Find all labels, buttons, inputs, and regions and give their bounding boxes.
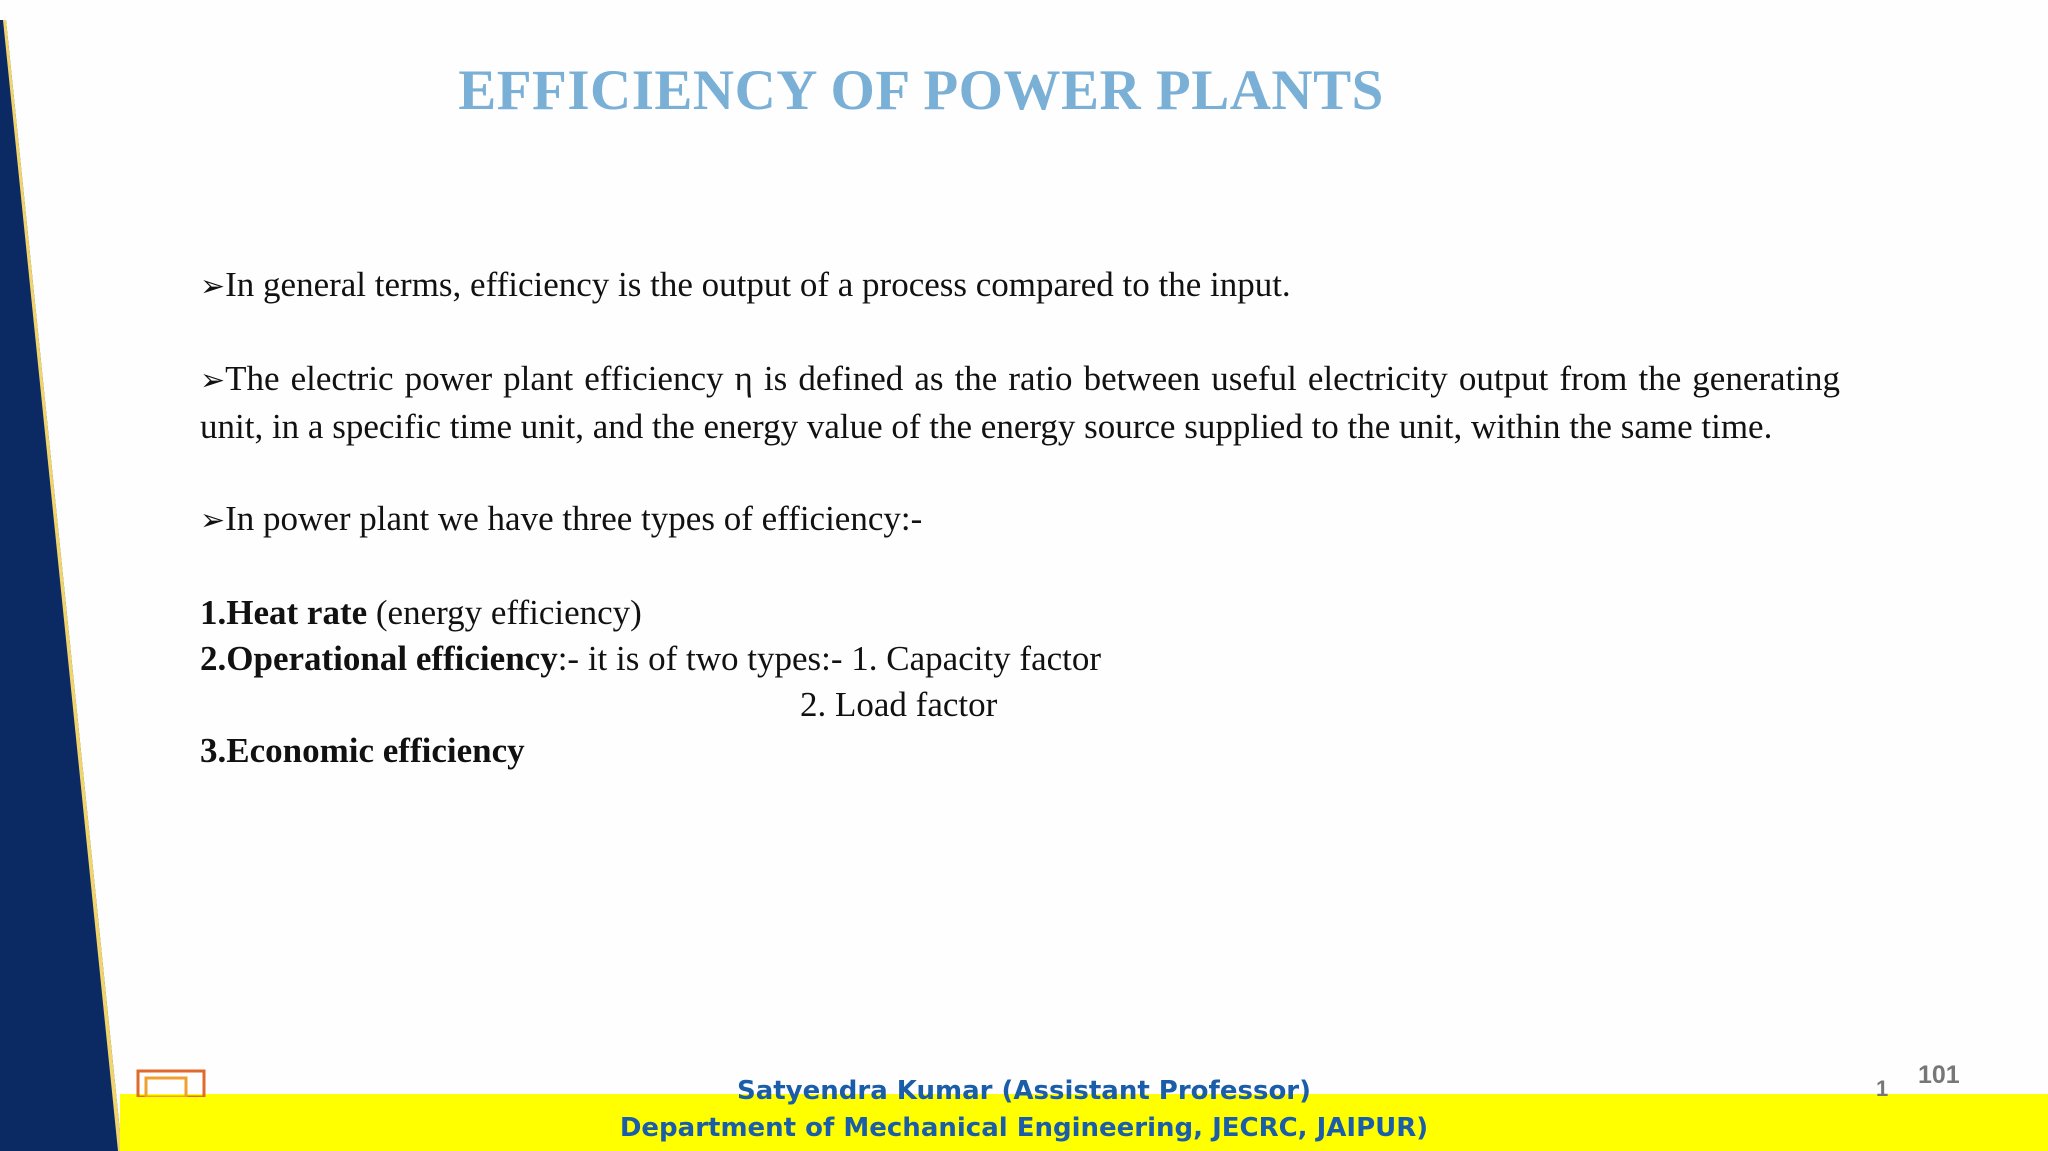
left-navy-band (0, 0, 130, 1151)
footer-author: Satyendra Kumar (Assistant Professor) (736, 1076, 1312, 1106)
slide-content (200, 262, 1840, 774)
bullet-item (200, 356, 1840, 450)
bullet-text: The electric power plant efficiency η is defined as the ratio between useful electricity output from the generating unit, in a specific time unit, and the energy value of the energy source supplied to the unit, within the same time. (200, 359, 1840, 446)
type-label: 3.Economic efficiency (200, 731, 525, 770)
arrow-bullet-icon: ➢ (200, 504, 226, 537)
bullet-item (200, 496, 1840, 544)
footer-credits (0, 1073, 2048, 1147)
slide-marker: 1 (1876, 1076, 1889, 1101)
bullet-item (200, 262, 1840, 310)
arrow-bullet-icon: ➢ (200, 270, 226, 303)
page-number: 101 (1918, 1061, 1960, 1089)
slide-title: EFFICIENCY OF POWER PLANTS (458, 59, 1384, 122)
type-label: 2.Operational efficiency (200, 639, 558, 678)
bullet-text: In general terms, efficiency is the output of a process compared to the input. (225, 265, 1291, 304)
footer-department: Department of Mechanical Engineering, JECRC, JAIPUR) (619, 1113, 1429, 1143)
type-detail: 2. Load factor (800, 685, 998, 724)
efficiency-type-2 (200, 636, 1840, 682)
efficiency-type-3 (200, 728, 1840, 774)
bullet-text: In power plant we have three types of efficiency:- (225, 499, 923, 538)
efficiency-type-1 (200, 590, 1840, 636)
type-detail: (energy efficiency) (367, 593, 642, 632)
arrow-bullet-icon: ➢ (200, 364, 226, 397)
type-label: 1.Heat rate (200, 593, 368, 632)
type-detail: :- it is of two types:- 1. Capacity factor (557, 639, 1102, 678)
efficiency-subtype (200, 682, 1840, 728)
